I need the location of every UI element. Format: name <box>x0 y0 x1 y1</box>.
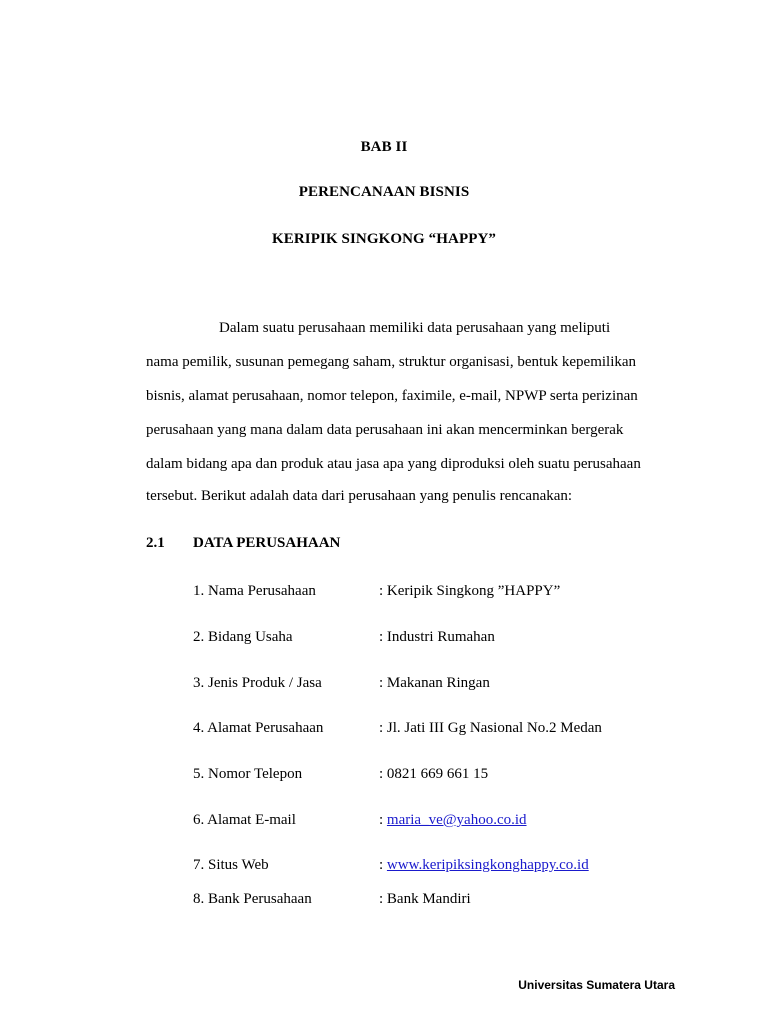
section-number: 2.1 <box>146 535 165 551</box>
data-label: 2. Bidang Usaha <box>193 629 293 645</box>
data-value: : Industri Rumahan <box>379 629 495 645</box>
section-title: DATA PERUSAHAAN <box>193 535 341 551</box>
data-label: 6. Alamat E-mail <box>193 812 296 828</box>
paragraph-line-5: dalam bidang apa dan produk atau jasa apa yang diproduksi oleh suatu perusahaan <box>146 456 641 472</box>
data-label: 7. Situs Web <box>193 857 269 873</box>
document-subtitle: KERIPIK SINGKONG “HAPPY” <box>271 231 497 247</box>
data-value: : 0821 669 661 15 <box>379 766 489 782</box>
website-link[interactable]: www.keripiksingkonghappy.co.id <box>386 857 589 873</box>
data-label: 5. Nomor Telepon <box>193 766 303 782</box>
data-value: : www.keripiksingkonghappy.co.id <box>379 857 589 873</box>
data-value: : maria_ve@yahoo.co.id <box>379 812 527 828</box>
email-link[interactable]: maria_ve@yahoo.co.id <box>386 812 527 828</box>
data-value: : Makanan Ringan <box>379 675 490 691</box>
footer-university: Universitas Sumatera Utara <box>518 978 675 992</box>
data-label: 4. Alamat Perusahaan <box>193 720 324 736</box>
data-row-business-field <box>0 629 768 651</box>
data-label: 1. Nama Perusahaan <box>193 583 316 599</box>
data-row-phone <box>0 766 768 788</box>
paragraph-line-2: nama pemilik, susunan pemegang saham, struktur organisasi, bentuk kepemilikan <box>146 354 637 370</box>
data-row-bank <box>0 891 768 913</box>
paragraph-line-3: bisnis, alamat perusahaan, nomor telepon, faximile, e-mail, NPWP serta perizinan <box>146 388 638 404</box>
chapter-heading: BAB II <box>360 139 408 155</box>
paragraph-line-1: Dalam suatu perusahaan memiliki data perusahaan yang meliputi <box>219 320 611 336</box>
data-row-company-name <box>0 583 768 605</box>
data-row-product-type <box>0 675 768 697</box>
data-label: 8. Bank Perusahaan <box>193 891 312 907</box>
data-value: : Bank Mandiri <box>379 891 471 907</box>
data-row-website <box>0 857 768 879</box>
document-title: PERENCANAAN BISNIS <box>298 184 470 200</box>
data-label: 3. Jenis Produk / Jasa <box>193 675 322 691</box>
data-row-email <box>0 812 768 834</box>
paragraph-line-6: tersebut. Berikut adalah data dari perusahaan yang penulis rencanakan: <box>146 488 573 504</box>
paragraph-line-4: perusahaan yang mana dalam data perusahaan ini akan mencerminkan bergerak <box>146 422 624 438</box>
data-value: : Jl. Jati III Gg Nasional No.2 Medan <box>379 720 602 736</box>
data-value: : Keripik Singkong ”HAPPY” <box>379 583 561 599</box>
data-row-address <box>0 720 768 742</box>
